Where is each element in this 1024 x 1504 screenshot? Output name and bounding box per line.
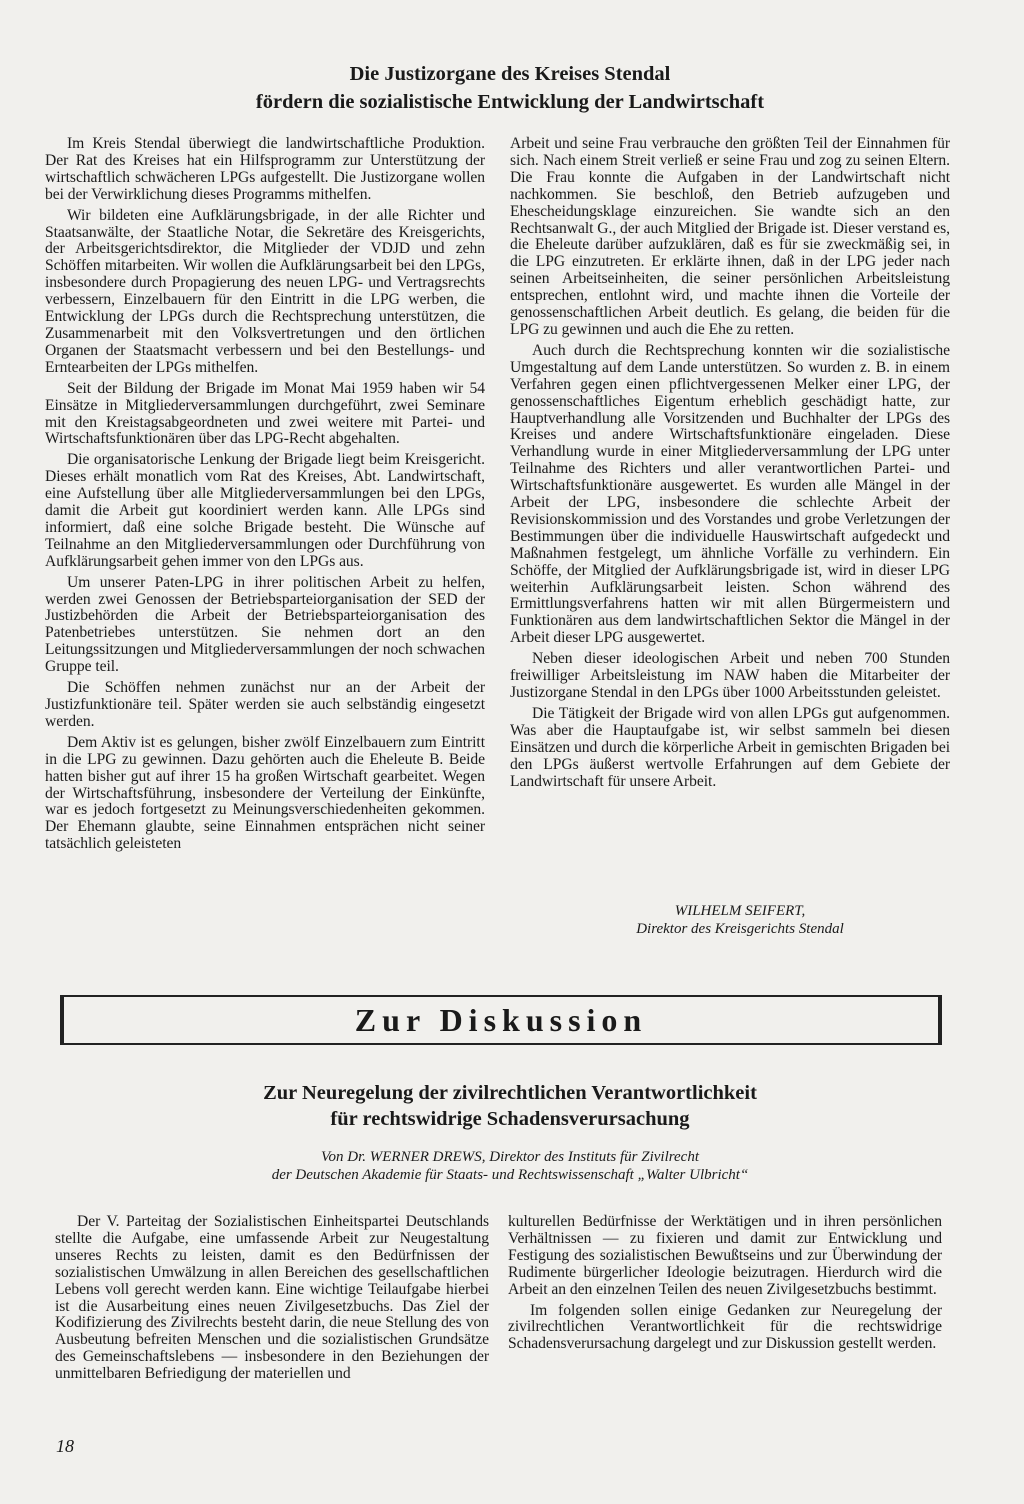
discussion-title-line-1: Zur Neuregelung der zivilrechtlichen Verantwortlichkeit [263,1082,757,1104]
paragraph: Dem Aktiv ist es gelungen, bisher zwölf Einzelbauern zum Eintritt in die LPG zu gewinnen. Dazu gehörten auch die Eheleute B. Beide hatten bisher gut auf ihrer 15 ha großen Wirtschaft gearbeitet. Wegen der Wirtschaftsführung, insbesondere der Verteilung der Einkünfte, war es jedoch fortgesetzt zu Meinungsverschiedenheiten gekommen. Der Ehemann glaubte, seine Einnahmen entsprächen nicht seiner tatsächlich geleisteten [45,733,485,853]
article-title-line-2: fördern die sozialistische Entwicklung der Landwirtschaft [255,91,765,113]
signature-title: Direktor des Kreisgerichts Stendal [636,921,844,937]
discussion-title-line-2: für rechtswidrige Schadensverursachung [330,1108,690,1130]
paragraph: Im Kreis Stendal überwiegt die landwirtschaftliche Produktion. Der Rat des Kreises hat ein Hilfsprogramm zur Unterstützung der wirtschaftlich schwächeren LPGs aufgestellt. Die Justizorgane wollen bei der Verwirklichung dieses Programms mithelfen. [45,135,485,203]
paragraph: Arbeit und seine Frau verbrauche den größten Teil der Einnahmen für sich. Nach einem Streit verließ er seine Frau und zog zu seinen Eltern. Die Frau konnte die Aufgaben in der Landwirtschaft nicht nachkommen. Sie beschloß, den Betrieb aufzugeben und Ehescheidungsklage einzureichen. Sie wandte sich an den Rechtsanwalt G., der auch Mitglied der Brigade ist. Dieser verstand es, die Eheleute darüber aufzuklären, daß es für sie zweckmäßig sei, in die LPG einzutreten. Er erklärte ihnen, daß in der LPG jeder nach seinen Arbeitseinheiten, die seiner persönlichen Arbeitsleistung entsprechen, entlohnt wird, und machte ihnen die Vorteile der genossenschaftlichen Arbeit deutlich. Es gelang, die beiden für die LPG zu gewinnen und auch die Ehe zu retten. [510,135,950,338]
discussion-column-left [55,1214,489,1387]
paragraph: Um unserer Paten-LPG in ihrer politischen Arbeit zu helfen, werden zwei Genossen der Betriebsparteiorganisation der SED der Justizbehörden die Arbeit der Betriebsparteiorganisation des Patenbetriebes unterstützen. Sie nehmen dort an den Leitungssitzungen und Mitgliederversammlungen der noch schwachen Gruppe teil. [45,573,485,676]
discussion-title [120,1080,900,1132]
paragraph: Im folgenden sollen einige Gedanken zur Neuregelung der zivilrechtlichen Verantwortlichkeit für die rechtswidrige Schadensverursachung dargelegt und zur Diskussion gestellt werden. [508,1301,942,1353]
article-column-right [510,136,950,794]
paragraph: Der V. Parteitag der Sozialistischen Einheitspartei Deutschlands stellte die Aufgabe, eine umfassende Arbeit zur Neugestaltung unseres Rechts zu leisten, damit es den Bedürfnissen der sozialistischen Umwälzung in allen Bereichen des gesellschaftlichen Lebens voll gerecht werden kann. Eine wichtige Teilaufgabe hierbei ist die Ausarbeitung eines neuen Zivilgesetzbuchs. Das Ziel der Kodifizierung des Zivilrechts besteht darin, die neue Stellung des von Ausbeutung befreiten Menschen und die sozialistischen Grundsätze des Gemeinschaftslebens — insbesondere in den Beziehungen der unmittelbaren Befriedigung der materiellen und [55,1213,489,1383]
paragraph: Neben dieser ideologischen Arbeit und neben 700 Stunden freiwilliger Arbeitsleistung im NAW haben die Mitarbeiter der Justizorgane Stendal in den LPGs über 1000 Arbeitsstunden geleistet. [510,650,950,701]
article-column-left [45,136,485,857]
paragraph: Auch durch die Rechtsprechung konnten wir die sozialistische Umgestaltung auf dem Lande unterstützen. So wurden z. B. in einem Verfahren gegen einen pflichtvergessenen Melker einer LPG, der genossenschaftliches Eigentum erheblich geschädigt hatte, zur Hauptverhandlung alle Vorsitzenden und Buchhalter der LPGs des Kreises und andere Wirtschaftsfunktionäre eingeladen. Diese Verhandlung wurde in einer Mitgliederversammlung der LPG unter Teilnahme des Richters und aller verantwortlichen Partei- und Wirtschaftsfunktionäre ausgewertet. Es wurden alle Mängel in der Arbeit der LPG, insbesondere die schlechte Arbeit der Revisionskommission und des Vorstandes und grobe Verletzungen der Bestimmungen über die individuelle Hauswirtschaft aufgedeckt und Maßnahmen festgelegt, um ähnliche Vorfälle zu verhindern. Ein Schöffe, der Mitglied der Aufklärungsbrigade ist, wird in dieser LPG weiterhin Aufklärungsarbeit leisten. Schon während des Ermittlungsverfahrens hatten wir mit allen Bürgermeistern und Funktionären aus dem landwirtschaftlichen Sektor die Mängel in der Arbeit dieser LPG ausgewertet. [510,341,950,647]
paragraph: Die Tätigkeit der Brigade wird von allen LPGs gut aufgenommen. Was aber die Hauptaufgabe ist, wir selbst sammeln bei diesen Einsätzen und durch die körperliche Arbeit in gemischten Brigaden bei den LPGs äußerst wertvolle Erfahrungen auf dem Gebiete der Landwirtschaft für unsere Arbeit. [510,704,950,790]
paragraph: kulturellen Bedürfnisse der Werktätigen und in ihren persönlichen Verhältnissen — zu fixieren und damit zur Entwicklung und Festigung des sozialistischen Bewußtseins und zur Überwindung der Rudimente bürgerlicher Ideologie beizutragen. Hierdurch wird die Arbeit an den einzelnen Teilen des neuen Zivilgesetzbuchs bestimmt. [508,1213,942,1298]
section-banner-title: Zur Diskussion [354,1001,648,1038]
signature-name: WILHELM SEIFERT, [674,903,806,919]
signature-block [540,902,940,938]
article-title-line-1: Die Justizorgane des Kreises Stendal [349,63,671,85]
byline-line-1: Von Dr. WERNER DREWS, Direktor des Instituts für Zivilrecht [320,1149,700,1165]
paragraph: Seit der Bildung der Brigade im Monat Mai 1959 haben wir 54 Einsätze in Mitgliederversammlungen durchgeführt, zwei Seminare mit den Kreistagsabgeordneten und zwei weitere mit Partei- und Wirtschaftsfunktionären über das LPG-Recht abgehalten. [45,379,485,448]
paragraph: Die organisatorische Lenkung der Brigade liegt beim Kreisgericht. Dieses erhält monatlich vom Rat des Kreises, Abt. Landwirtschaft, eine Aufstellung über alle Mitgliederversammlungen bei den LPGs, damit die Arbeit gut koordiniert werden kann. Alle LPGs sind informiert, daß eine solche Brigade besteht. Die Wünsche auf Teilnahme an den Mitgliederversammlungen oder Durchführung von Aufklärungsarbeit gehen immer von den LPGs aus. [45,451,485,570]
paragraph: Die Schöffen nehmen zunächst nur an der Arbeit der Justizfunktionäre teil. Später werden sie auch selbständig eingesetzt werden. [45,679,485,730]
section-banner [60,995,942,1045]
discussion-column-right [508,1214,942,1357]
author-byline [120,1148,900,1184]
article-title [120,60,900,116]
paragraph: Wir bildeten eine Aufklärungsbrigade, in der alle Richter und Staatsanwälte, der Staatliche Notar, die Sekretäre des Kreisgerichts, der Arbeitsgerichtsdirektor, die Mitglieder der VDJD und zehn Schöffen mitarbeiten. Wir wollen die Aufklärungsarbeit bei den LPGs, insbesondere durch Propagierung des neuen LPG- und Vertragsrechts verbessern, Einzelbauern für den Eintritt in die LPG werben, die Entwicklung der LPGs durch die Rechtsprechung unterstützen, die Zusammenarbeit mit den Volksvertretungen und den örtlichen Organen der Staatsmacht verbessern und bei den Bestellungs- und Erntearbeiten der LPGs mithelfen. [45,206,485,376]
byline-line-2: der Deutschen Akademie für Staats- und Rechtswissenschaft „Walter Ulbricht“ [271,1167,749,1183]
page-number: 18 [56,1436,74,1456]
